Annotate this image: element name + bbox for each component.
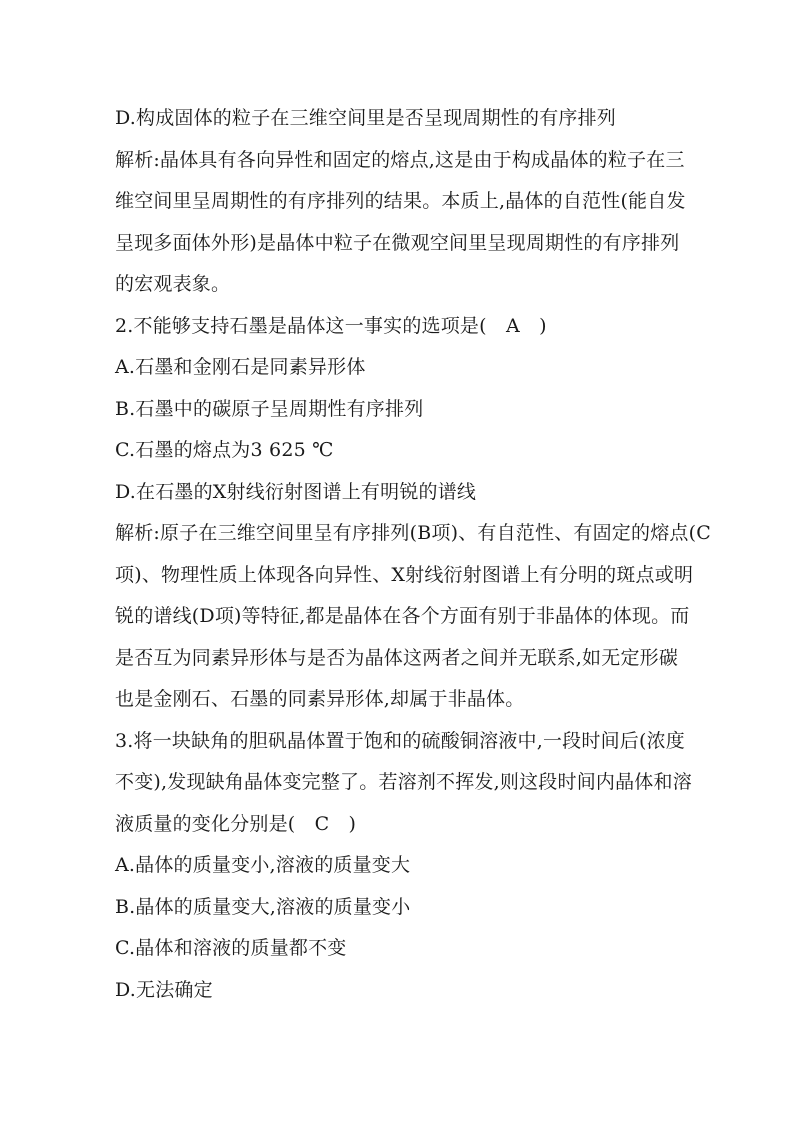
q2-stem: 2.不能够支持石墨是晶体这一事实的选项是( A ) [115, 314, 547, 337]
q3-option-a: A.晶体的质量变小,溶液的质量变大 [115, 854, 411, 876]
document-page [115, 104, 711, 1017]
q2-analysis-line-3: 锐的谱线(D项)等特征,都是晶体在各个方面有别于非晶体的体现。而 [115, 605, 690, 627]
q1-option-d: D.构成固体的粒子在三维空间里是否呈现周期性的有序排列 [115, 107, 616, 129]
q3-stem-line-3: 液质量的变化分别是( C ) [115, 812, 357, 835]
q2-option-d: D.在石墨的X射线衍射图谱上有明锐的谱线 [115, 480, 477, 503]
q3-option-c: C.晶体和溶液的质量都不变 [115, 937, 347, 959]
q1-analysis-line-2: 维空间里呈周期性的有序排列的结果。本质上,晶体的自范性(能自发 [115, 190, 686, 212]
q3-option-d: D.无法确定 [115, 978, 213, 1001]
q2-analysis-line-5: 也是金刚石、石墨的同素异形体,却属于非晶体。 [115, 688, 525, 710]
q1-analysis-line-3: 呈现多面体外形)是晶体中粒子在微观空间里呈现周期性的有序排列 [115, 231, 680, 254]
q3-stem-line-1: 3.将一块缺角的胆矾晶体置于饱和的硫酸铜溶液中,一段时间后(浓度 [115, 729, 685, 752]
q2-analysis-line-2: 项)、物理性质上体现各向异性、X射线衍射图谱上有分明的斑点或明 [115, 563, 694, 586]
q3-stem-line-2: 不变),发现缺角晶体变完整了。若溶剂不挥发,则这段时间内晶体和溶 [115, 771, 692, 793]
q1-analysis-line-4: 的宏观表象。 [115, 273, 231, 295]
q2-analysis-line-4: 是否互为同素异形体与是否为晶体这两者之间并无联系,如无定形碳 [115, 646, 679, 669]
q1-analysis-line-1: 解析:晶体具有各向异性和固定的熔点,这是由于构成晶体的粒子在三 [115, 148, 685, 171]
q2-option-c: C.石墨的熔点为3 625 ℃ [115, 439, 334, 461]
q2-analysis-line-1: 解析:原子在三维空间里呈有序排列(B项)、有自范性、有固定的熔点(C [115, 522, 711, 544]
q2-option-a: A.石墨和金刚石是同素异形体 [115, 356, 366, 378]
q2-option-b: B.石墨中的碳原子呈周期性有序排列 [115, 397, 424, 420]
q3-option-b: B.晶体的质量变大,溶液的质量变小 [115, 895, 411, 918]
